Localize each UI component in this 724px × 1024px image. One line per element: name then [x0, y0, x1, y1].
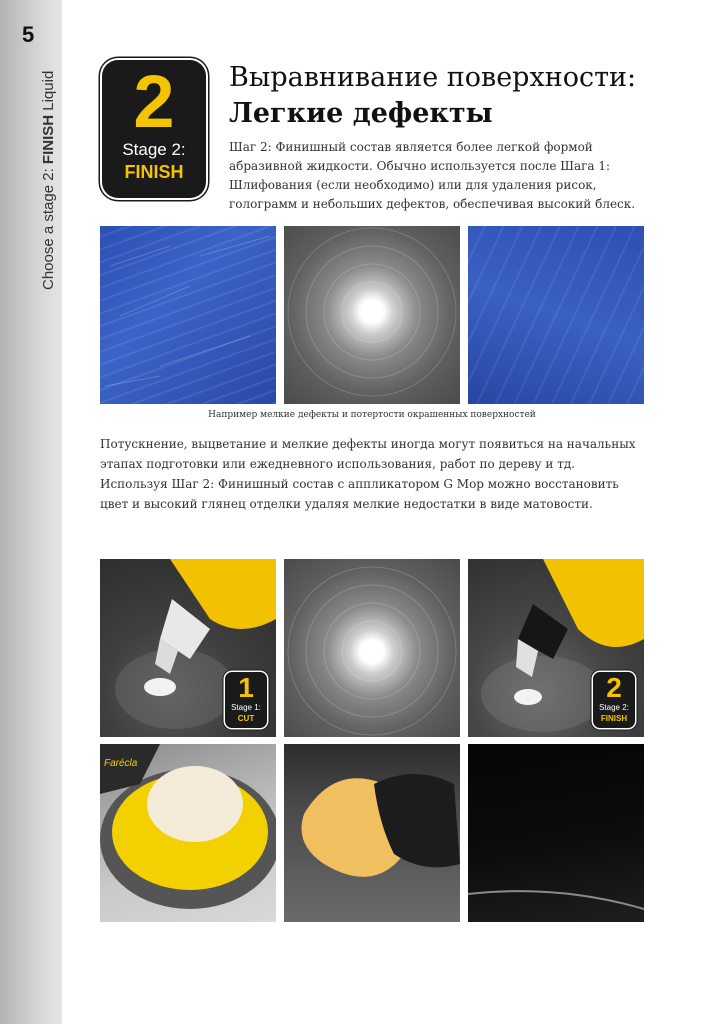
page-subtitle: Легкие дефекты: [229, 98, 493, 129]
photo-glove-wipe: [284, 744, 460, 922]
scratch-lines-art: [100, 226, 276, 404]
page-number: 5: [22, 22, 35, 47]
stage2-badge-number: 2: [606, 672, 622, 703]
sidebar-label-bold: FINISH: [40, 114, 57, 165]
stage1-badge-stage: Stage 1:: [231, 703, 261, 712]
stage-badge-word: FINISH: [124, 162, 184, 182]
stage2-badge: [593, 672, 635, 728]
gloss-reflection-art: [468, 744, 644, 922]
photo-blue-defects-1: [100, 226, 276, 404]
sidebar: [0, 0, 62, 1024]
photo-swirl-marks-2: [284, 559, 460, 737]
body-paragraph: Потускнение, выцветание и мелкие дефекты иногда могут появиться на начальных этапах подготовки или ежедневного использования, работ по дереву и тд. Используя Шаг 2: Финишный состав с аппликатором G Mop можно восстановить цвет и высокий глянец отделки удаляя мелкие недостатки в виде матовости.: [100, 437, 636, 511]
photo-caption: Например мелкие дефекты и потертости окрашенных поверхностей: [208, 410, 536, 420]
stage-badge-stage: Stage 2:: [122, 140, 186, 159]
sidebar-label: [40, 71, 57, 290]
page-title: Выравнивание поверхности:: [229, 62, 637, 93]
photo-polisher: [100, 744, 276, 922]
stage1-badge-word: CUT: [237, 714, 255, 723]
swirl-circles-art-2: [284, 559, 460, 737]
stage-badge-number: 2: [133, 60, 175, 143]
polisher-art: [100, 744, 276, 922]
stage1-badge: [225, 672, 267, 728]
photo-blue-defects-2: [468, 226, 644, 404]
product-label: Farécla: [104, 758, 138, 769]
photo-swirl-marks-1: [284, 226, 460, 404]
stage2-badge-stage: Stage 2:: [599, 703, 629, 712]
glove-cloth-art: [284, 744, 460, 922]
photo-glossy-finish: [468, 744, 644, 922]
stage-badge: [102, 60, 206, 198]
stage1-badge-number: 1: [238, 672, 254, 703]
swirl-circles-art: [284, 226, 460, 404]
sidebar-label-suffix: Liquid: [40, 70, 57, 115]
stage2-badge-word: FINISH: [600, 714, 628, 723]
sidebar-label-prefix: Choose a stage 2:: [40, 164, 57, 290]
intro-paragraph: Шаг 2: Финишный состав является более легкой формой абразивной жидкости. Обычно используется после Шага 1: Шлифования (если необходимо) или для удаления рисок, голограмм и небольших дефектов, обеспечивая высокий блеск.: [229, 140, 636, 211]
